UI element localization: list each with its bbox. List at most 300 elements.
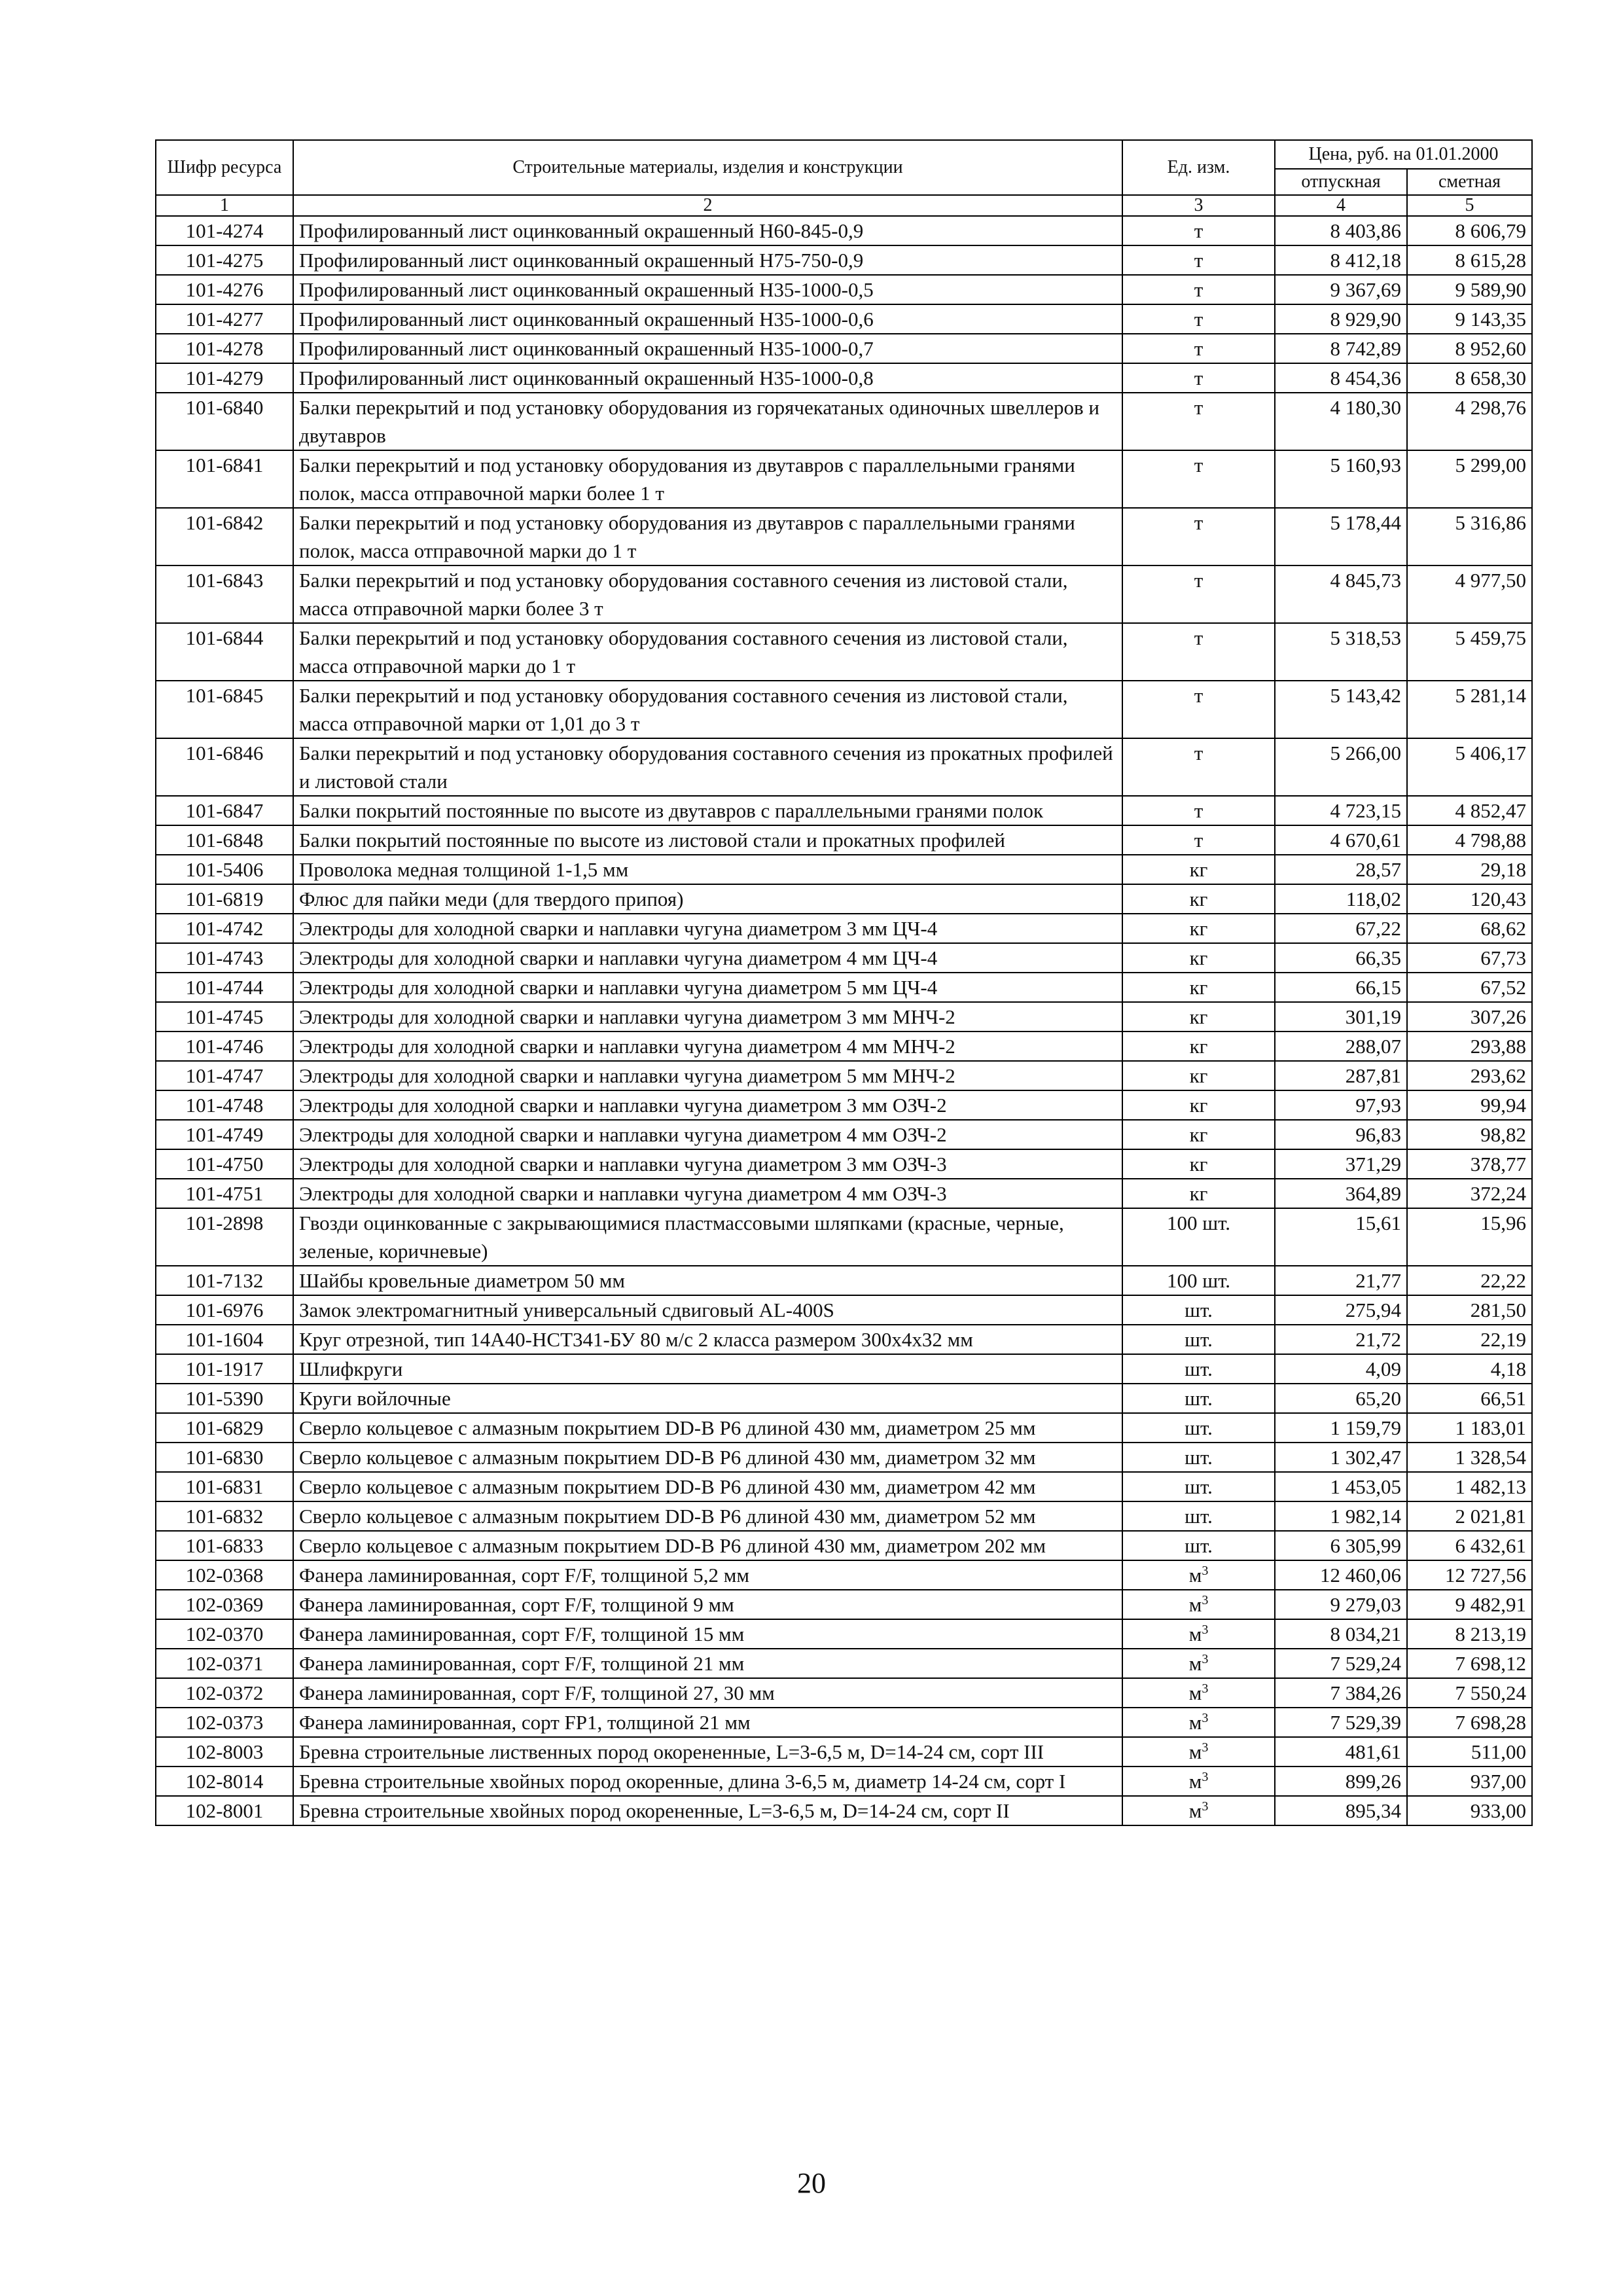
estimate-price: 7 698,12 (1407, 1649, 1532, 1678)
unit-text: т (1194, 249, 1204, 272)
table-row (156, 855, 1532, 884)
release-price: 8 412,18 (1275, 245, 1407, 275)
resource-code: 101-4278 (156, 334, 293, 363)
resource-code: 101-4743 (156, 943, 293, 973)
release-price: 9 367,69 (1275, 275, 1407, 304)
release-price: 7 384,26 (1275, 1678, 1407, 1708)
unit (1122, 508, 1275, 565)
unit-text: м (1188, 1593, 1202, 1616)
estimate-price: 9 589,90 (1407, 275, 1532, 304)
estimate-price: 1 328,54 (1407, 1443, 1532, 1472)
unit (1122, 1325, 1275, 1354)
table-row (156, 738, 1532, 796)
unit (1122, 1295, 1275, 1325)
resource-code: 101-4274 (156, 216, 293, 245)
material-name: Сверло кольцевое с алмазным покрытием DD-B P6 длиной 430 мм, диаметром 52 мм (293, 1501, 1122, 1531)
table-row (156, 508, 1532, 565)
unit-text: т (1194, 569, 1204, 592)
unit (1122, 334, 1275, 363)
table-row (156, 1325, 1532, 1354)
unit-text: м (1188, 1770, 1202, 1793)
unit (1122, 884, 1275, 914)
estimate-price: 5 299,00 (1407, 450, 1532, 508)
unit-superscript: 3 (1202, 1681, 1209, 1696)
release-price: 118,02 (1275, 884, 1407, 914)
unit-text: 100 шт. (1166, 1269, 1231, 1292)
estimate-price: 6 432,61 (1407, 1531, 1532, 1560)
unit (1122, 393, 1275, 450)
resource-code: 101-6831 (156, 1472, 293, 1501)
unit (1122, 738, 1275, 796)
table-row (156, 334, 1532, 363)
estimate-price: 937,00 (1407, 1767, 1532, 1796)
unit-superscript: 3 (1202, 1652, 1209, 1666)
table-row (156, 1179, 1532, 1208)
unit-superscript: 3 (1202, 1711, 1209, 1725)
unit-text: м (1188, 1652, 1202, 1675)
unit-text: кг (1189, 946, 1208, 969)
resource-code: 102-8003 (156, 1737, 293, 1767)
table-row (156, 1649, 1532, 1678)
header-code: Шифр ресурса (156, 140, 293, 195)
material-name: Флюс для пайки меди (для твердого припоя) (293, 884, 1122, 914)
unit-text: м (1188, 1623, 1202, 1645)
resource-code: 101-4748 (156, 1090, 293, 1120)
unit (1122, 1208, 1275, 1266)
resource-code: 101-6832 (156, 1501, 293, 1531)
material-name: Балки покрытий постоянные по высоте из двутавров с параллельными гранями полок (293, 796, 1122, 825)
unit (1122, 1443, 1275, 1472)
resource-code: 101-6819 (156, 884, 293, 914)
release-price: 8 034,21 (1275, 1619, 1407, 1649)
table-row (156, 1619, 1532, 1649)
material-name: Балки перекрытий и под установку оборудования составного сечения из листовой стали, масса отправочной марки до 1 т (293, 623, 1122, 681)
release-price: 8 742,89 (1275, 334, 1407, 363)
resource-code: 101-4747 (156, 1061, 293, 1090)
unit (1122, 825, 1275, 855)
unit-text: кг (1189, 1035, 1208, 1058)
resource-code: 101-4750 (156, 1149, 293, 1179)
table-row (156, 623, 1532, 681)
material-name: Профилированный лист оцинкованный окрашенный Н60-845-0,9 (293, 216, 1122, 245)
table-row (156, 1737, 1532, 1767)
estimate-price: 7 550,24 (1407, 1678, 1532, 1708)
resource-code: 101-5390 (156, 1384, 293, 1413)
estimate-price: 8 606,79 (1407, 216, 1532, 245)
unit (1122, 1031, 1275, 1061)
page-number: 20 (797, 2167, 826, 2199)
resource-code: 101-1917 (156, 1354, 293, 1384)
material-name: Сверло кольцевое с алмазным покрытием DD-B P6 длиной 430 мм, диаметром 42 мм (293, 1472, 1122, 1501)
table-row (156, 1560, 1532, 1590)
resource-code: 101-6843 (156, 565, 293, 623)
estimate-price: 7 698,28 (1407, 1708, 1532, 1737)
resource-code: 101-4751 (156, 1179, 293, 1208)
estimate-price: 66,51 (1407, 1384, 1532, 1413)
resource-code: 101-2898 (156, 1208, 293, 1266)
resource-code: 102-0368 (156, 1560, 293, 1590)
resource-code: 102-0369 (156, 1590, 293, 1619)
table-body (156, 216, 1532, 1825)
resource-code: 101-1604 (156, 1325, 293, 1354)
unit-text: шт. (1185, 1357, 1213, 1380)
table-row (156, 1149, 1532, 1179)
release-price: 1 159,79 (1275, 1413, 1407, 1443)
unit-text: шт. (1185, 1505, 1213, 1528)
estimate-price: 4 798,88 (1407, 825, 1532, 855)
estimate-price: 293,62 (1407, 1061, 1532, 1090)
release-price: 8 454,36 (1275, 363, 1407, 393)
material-name: Фанера ламинированная, сорт F/F, толщиной 5,2 мм (293, 1560, 1122, 1590)
unit-text: кг (1189, 917, 1208, 940)
release-price: 287,81 (1275, 1061, 1407, 1090)
resource-code: 101-4745 (156, 1002, 293, 1031)
resource-code: 101-4749 (156, 1120, 293, 1149)
unit-text: т (1194, 454, 1204, 476)
resource-code: 102-0371 (156, 1649, 293, 1678)
resource-code: 101-4746 (156, 1031, 293, 1061)
unit (1122, 1120, 1275, 1149)
estimate-price: 99,94 (1407, 1090, 1532, 1120)
resource-code: 101-4276 (156, 275, 293, 304)
unit-text: кг (1189, 888, 1208, 910)
estimate-price: 4 852,47 (1407, 796, 1532, 825)
unit-text: т (1194, 367, 1204, 389)
material-name: Профилированный лист оцинкованный окрашенный Н35-1000-0,8 (293, 363, 1122, 393)
material-name: Сверло кольцевое с алмазным покрытием DD-B P6 длиной 430 мм, диаметром 202 мм (293, 1531, 1122, 1560)
table-row (156, 363, 1532, 393)
estimate-price: 933,00 (1407, 1796, 1532, 1825)
column-number: 3 (1122, 195, 1275, 216)
release-price: 96,83 (1275, 1120, 1407, 1149)
resource-code: 101-6841 (156, 450, 293, 508)
material-name: Фанера ламинированная, сорт F/F, толщиной 21 мм (293, 1649, 1122, 1678)
unit (1122, 973, 1275, 1002)
unit-text: т (1194, 829, 1204, 852)
estimate-price: 1 183,01 (1407, 1413, 1532, 1443)
estimate-price: 9 143,35 (1407, 304, 1532, 334)
estimate-price: 22,22 (1407, 1266, 1532, 1295)
unit (1122, 914, 1275, 943)
estimate-price: 5 459,75 (1407, 623, 1532, 681)
resource-code: 101-5406 (156, 855, 293, 884)
release-price: 21,72 (1275, 1325, 1407, 1354)
unit-text: шт. (1185, 1387, 1213, 1410)
release-price: 364,89 (1275, 1179, 1407, 1208)
material-name: Шайбы кровельные диаметром 50 мм (293, 1266, 1122, 1295)
table-row (156, 1002, 1532, 1031)
material-name: Балки перекрытий и под установку оборудования из двутавров с параллельными гранями полок, масса отправочной марки более 1 т (293, 450, 1122, 508)
unit-text: м (1188, 1564, 1202, 1587)
unit-text: 100 шт. (1166, 1211, 1231, 1234)
release-price: 28,57 (1275, 855, 1407, 884)
table-row (156, 1767, 1532, 1796)
material-name: Электроды для холодной сварки и наплавки чугуна диаметром 5 мм ЦЧ-4 (293, 973, 1122, 1002)
release-price: 301,19 (1275, 1002, 1407, 1031)
table-row (156, 304, 1532, 334)
estimate-price: 9 482,91 (1407, 1590, 1532, 1619)
release-price: 6 305,99 (1275, 1531, 1407, 1560)
material-name: Балки покрытий постоянные по высоте из листовой стали и прокатных профилей (293, 825, 1122, 855)
material-name: Электроды для холодной сварки и наплавки чугуна диаметром 4 мм ОЗЧ-3 (293, 1179, 1122, 1208)
table-row (156, 1061, 1532, 1090)
table-row (156, 1208, 1532, 1266)
unit-text: кг (1189, 1064, 1208, 1087)
release-price: 899,26 (1275, 1767, 1407, 1796)
estimate-price: 307,26 (1407, 1002, 1532, 1031)
estimate-price: 372,24 (1407, 1179, 1532, 1208)
estimate-price: 8 658,30 (1407, 363, 1532, 393)
unit (1122, 1061, 1275, 1090)
resource-code: 101-6848 (156, 825, 293, 855)
resource-code: 101-6829 (156, 1413, 293, 1443)
header-estimate-price: сметная (1407, 169, 1532, 195)
release-price: 4 180,30 (1275, 393, 1407, 450)
material-name: Электроды для холодной сварки и наплавки чугуна диаметром 5 мм МНЧ-2 (293, 1061, 1122, 1090)
table-row (156, 1120, 1532, 1149)
table-row (156, 825, 1532, 855)
unit (1122, 450, 1275, 508)
table-row (156, 1472, 1532, 1501)
unit (1122, 245, 1275, 275)
estimate-price: 5 406,17 (1407, 738, 1532, 796)
material-name: Сверло кольцевое с алмазным покрытием DD-B P6 длиной 430 мм, диаметром 32 мм (293, 1443, 1122, 1472)
estimate-price: 8 952,60 (1407, 334, 1532, 363)
column-number: 4 (1275, 195, 1407, 216)
material-name: Балки перекрытий и под установку оборудования составного сечения из прокатных профилей и листовой стали (293, 738, 1122, 796)
table-row (156, 216, 1532, 245)
release-price: 5 178,44 (1275, 508, 1407, 565)
resource-code: 102-0370 (156, 1619, 293, 1649)
estimate-price: 511,00 (1407, 1737, 1532, 1767)
release-price: 9 279,03 (1275, 1590, 1407, 1619)
resource-code: 101-6976 (156, 1295, 293, 1325)
material-name: Электроды для холодной сварки и наплавки чугуна диаметром 3 мм МНЧ-2 (293, 1002, 1122, 1031)
header-release-price: отпускная (1275, 169, 1407, 195)
resource-code: 101-6830 (156, 1443, 293, 1472)
unit-text: т (1194, 742, 1204, 764)
unit (1122, 1678, 1275, 1708)
unit (1122, 796, 1275, 825)
release-price: 1 982,14 (1275, 1501, 1407, 1531)
release-price: 288,07 (1275, 1031, 1407, 1061)
release-price: 97,93 (1275, 1090, 1407, 1120)
resource-code: 102-8001 (156, 1796, 293, 1825)
table-row (156, 1295, 1532, 1325)
unit-superscript: 3 (1202, 1799, 1209, 1814)
column-number: 1 (156, 195, 293, 216)
estimate-price: 378,77 (1407, 1149, 1532, 1179)
material-name: Балки перекрытий и под установку оборудования составного сечения из листовой стали, масса отправочной марки от 1,01 до 3 т (293, 681, 1122, 738)
unit (1122, 943, 1275, 973)
unit (1122, 1590, 1275, 1619)
unit (1122, 1354, 1275, 1384)
estimate-price: 98,82 (1407, 1120, 1532, 1149)
unit-text: м (1188, 1711, 1202, 1734)
material-name: Круги войлочные (293, 1384, 1122, 1413)
table-row (156, 796, 1532, 825)
release-price: 371,29 (1275, 1149, 1407, 1179)
release-price: 8 403,86 (1275, 216, 1407, 245)
release-price: 12 460,06 (1275, 1560, 1407, 1590)
unit-text: т (1194, 278, 1204, 301)
resource-code: 101-4744 (156, 973, 293, 1002)
unit (1122, 623, 1275, 681)
resource-code: 102-0373 (156, 1708, 293, 1737)
release-price: 1 302,47 (1275, 1443, 1407, 1472)
unit-text: т (1194, 337, 1204, 360)
unit-text: т (1194, 396, 1204, 419)
estimate-price: 4,18 (1407, 1354, 1532, 1384)
unit (1122, 363, 1275, 393)
release-price: 66,35 (1275, 943, 1407, 973)
material-name: Шлифкруги (293, 1354, 1122, 1384)
estimate-price: 22,19 (1407, 1325, 1532, 1354)
material-name: Сверло кольцевое с алмазным покрытием DD-B P6 длиной 430 мм, диаметром 25 мм (293, 1413, 1122, 1443)
estimate-price: 1 482,13 (1407, 1472, 1532, 1501)
estimate-price: 4 298,76 (1407, 393, 1532, 450)
unit-text: кг (1189, 1094, 1208, 1117)
unit (1122, 1090, 1275, 1120)
material-name: Профилированный лист оцинкованный окрашенный Н35-1000-0,6 (293, 304, 1122, 334)
unit-text: шт. (1185, 1475, 1213, 1498)
unit (1122, 1767, 1275, 1796)
material-name: Электроды для холодной сварки и наплавки чугуна диаметром 4 мм ЦЧ-4 (293, 943, 1122, 973)
material-name: Замок электромагнитный универсальный сдвиговый AL-400S (293, 1295, 1122, 1325)
resource-code: 102-8014 (156, 1767, 293, 1796)
resource-code: 101-6847 (156, 796, 293, 825)
material-name: Балки перекрытий и под установку оборудования из двутавров с параллельными гранями полок, масса отправочной марки до 1 т (293, 508, 1122, 565)
unit-text: м (1188, 1681, 1202, 1704)
unit (1122, 1560, 1275, 1590)
table-row (156, 1443, 1532, 1472)
unit-text: кг (1189, 1005, 1208, 1028)
release-price: 4 845,73 (1275, 565, 1407, 623)
release-price: 4 670,61 (1275, 825, 1407, 855)
estimate-price: 120,43 (1407, 884, 1532, 914)
resource-code: 101-4279 (156, 363, 293, 393)
estimate-price: 8 615,28 (1407, 245, 1532, 275)
unit (1122, 1649, 1275, 1678)
material-name: Бревна строительные лиственных пород окорененные, L=3-6,5 м, D=14-24 см, сорт III (293, 1737, 1122, 1767)
table-row (156, 393, 1532, 450)
unit (1122, 1384, 1275, 1413)
release-price: 5 143,42 (1275, 681, 1407, 738)
release-price: 1 453,05 (1275, 1472, 1407, 1501)
resource-code: 101-6840 (156, 393, 293, 450)
unit-superscript: 3 (1202, 1593, 1209, 1607)
price-table (155, 139, 1533, 1826)
table-row (156, 884, 1532, 914)
table-row (156, 1090, 1532, 1120)
unit (1122, 304, 1275, 334)
material-name: Бревна строительные хвойных пород окорененные, L=3-6,5 м, D=14-24 см, сорт II (293, 1796, 1122, 1825)
estimate-price: 68,62 (1407, 914, 1532, 943)
unit (1122, 1002, 1275, 1031)
unit (1122, 1708, 1275, 1737)
table-row (156, 973, 1532, 1002)
material-name: Профилированный лист оцинкованный окрашенный Н75-750-0,9 (293, 245, 1122, 275)
unit-text: кг (1189, 1153, 1208, 1175)
table-row (156, 1266, 1532, 1295)
table-row (156, 943, 1532, 973)
material-name: Бревна строительные хвойных пород окоренные, длина 3-6,5 м, диаметр 14-24 см, сорт I (293, 1767, 1122, 1796)
release-price: 5 318,53 (1275, 623, 1407, 681)
estimate-price: 8 213,19 (1407, 1619, 1532, 1649)
release-price: 8 929,90 (1275, 304, 1407, 334)
table-row (156, 565, 1532, 623)
estimate-price: 2 021,81 (1407, 1501, 1532, 1531)
unit-text: т (1194, 219, 1204, 242)
unit-text: кг (1189, 976, 1208, 999)
release-price: 4 723,15 (1275, 796, 1407, 825)
material-name: Профилированный лист оцинкованный окрашенный Н35-1000-0,7 (293, 334, 1122, 363)
release-price: 5 266,00 (1275, 738, 1407, 796)
material-name: Электроды для холодной сварки и наплавки чугуна диаметром 3 мм ЦЧ-4 (293, 914, 1122, 943)
table-row (156, 1413, 1532, 1443)
table-row (156, 1384, 1532, 1413)
unit-text: кг (1189, 1182, 1208, 1205)
estimate-price: 293,88 (1407, 1031, 1532, 1061)
column-number: 2 (293, 195, 1122, 216)
material-name: Фанера ламинированная, сорт F/F, толщиной 9 мм (293, 1590, 1122, 1619)
material-name: Балки перекрытий и под установку оборудования составного сечения из листовой стали, масса отправочной марки более 3 т (293, 565, 1122, 623)
resource-code: 101-6842 (156, 508, 293, 565)
material-name: Фанера ламинированная, сорт F/F, толщиной 15 мм (293, 1619, 1122, 1649)
release-price: 67,22 (1275, 914, 1407, 943)
material-name: Фанера ламинированная, сорт F/F, толщиной 27, 30 мм (293, 1678, 1122, 1708)
release-price: 65,20 (1275, 1384, 1407, 1413)
material-name: Гвозди оцинкованные с закрывающимися пластмассовыми шляпками (красные, черные, зеленые, коричневые) (293, 1208, 1122, 1266)
material-name: Профилированный лист оцинкованный окрашенный Н35-1000-0,5 (293, 275, 1122, 304)
header-price: Цена, руб. на 01.01.2000 (1275, 140, 1532, 169)
release-price: 5 160,93 (1275, 450, 1407, 508)
header-name: Строительные материалы, изделия и конструкции (293, 140, 1122, 195)
table-row (156, 1796, 1532, 1825)
unit-text: т (1194, 511, 1204, 534)
release-price: 481,61 (1275, 1737, 1407, 1767)
unit-text: т (1194, 626, 1204, 649)
estimate-price: 281,50 (1407, 1295, 1532, 1325)
resource-code: 101-6844 (156, 623, 293, 681)
resource-code: 101-4742 (156, 914, 293, 943)
material-name: Фанера ламинированная, сорт FP1, толщиной 21 мм (293, 1708, 1122, 1737)
unit (1122, 275, 1275, 304)
unit-text: т (1194, 799, 1204, 822)
release-price: 4,09 (1275, 1354, 1407, 1384)
resource-code: 101-6845 (156, 681, 293, 738)
material-name: Электроды для холодной сварки и наплавки чугуна диаметром 4 мм МНЧ-2 (293, 1031, 1122, 1061)
estimate-price: 4 977,50 (1407, 565, 1532, 623)
table-header (156, 140, 1532, 216)
release-price: 7 529,39 (1275, 1708, 1407, 1737)
unit-text: шт. (1185, 1416, 1213, 1439)
unit-text: шт. (1185, 1446, 1213, 1469)
table-row (156, 1678, 1532, 1708)
unit (1122, 855, 1275, 884)
unit-text: т (1194, 684, 1204, 707)
material-name: Электроды для холодной сварки и наплавки чугуна диаметром 4 мм ОЗЧ-2 (293, 1120, 1122, 1149)
release-price: 21,77 (1275, 1266, 1407, 1295)
estimate-price: 5 281,14 (1407, 681, 1532, 738)
unit (1122, 1266, 1275, 1295)
resource-code: 101-6846 (156, 738, 293, 796)
resource-code: 102-0372 (156, 1678, 293, 1708)
unit-text: т (1194, 308, 1204, 331)
unit (1122, 681, 1275, 738)
unit-text: м (1188, 1740, 1202, 1763)
estimate-price: 67,52 (1407, 973, 1532, 1002)
